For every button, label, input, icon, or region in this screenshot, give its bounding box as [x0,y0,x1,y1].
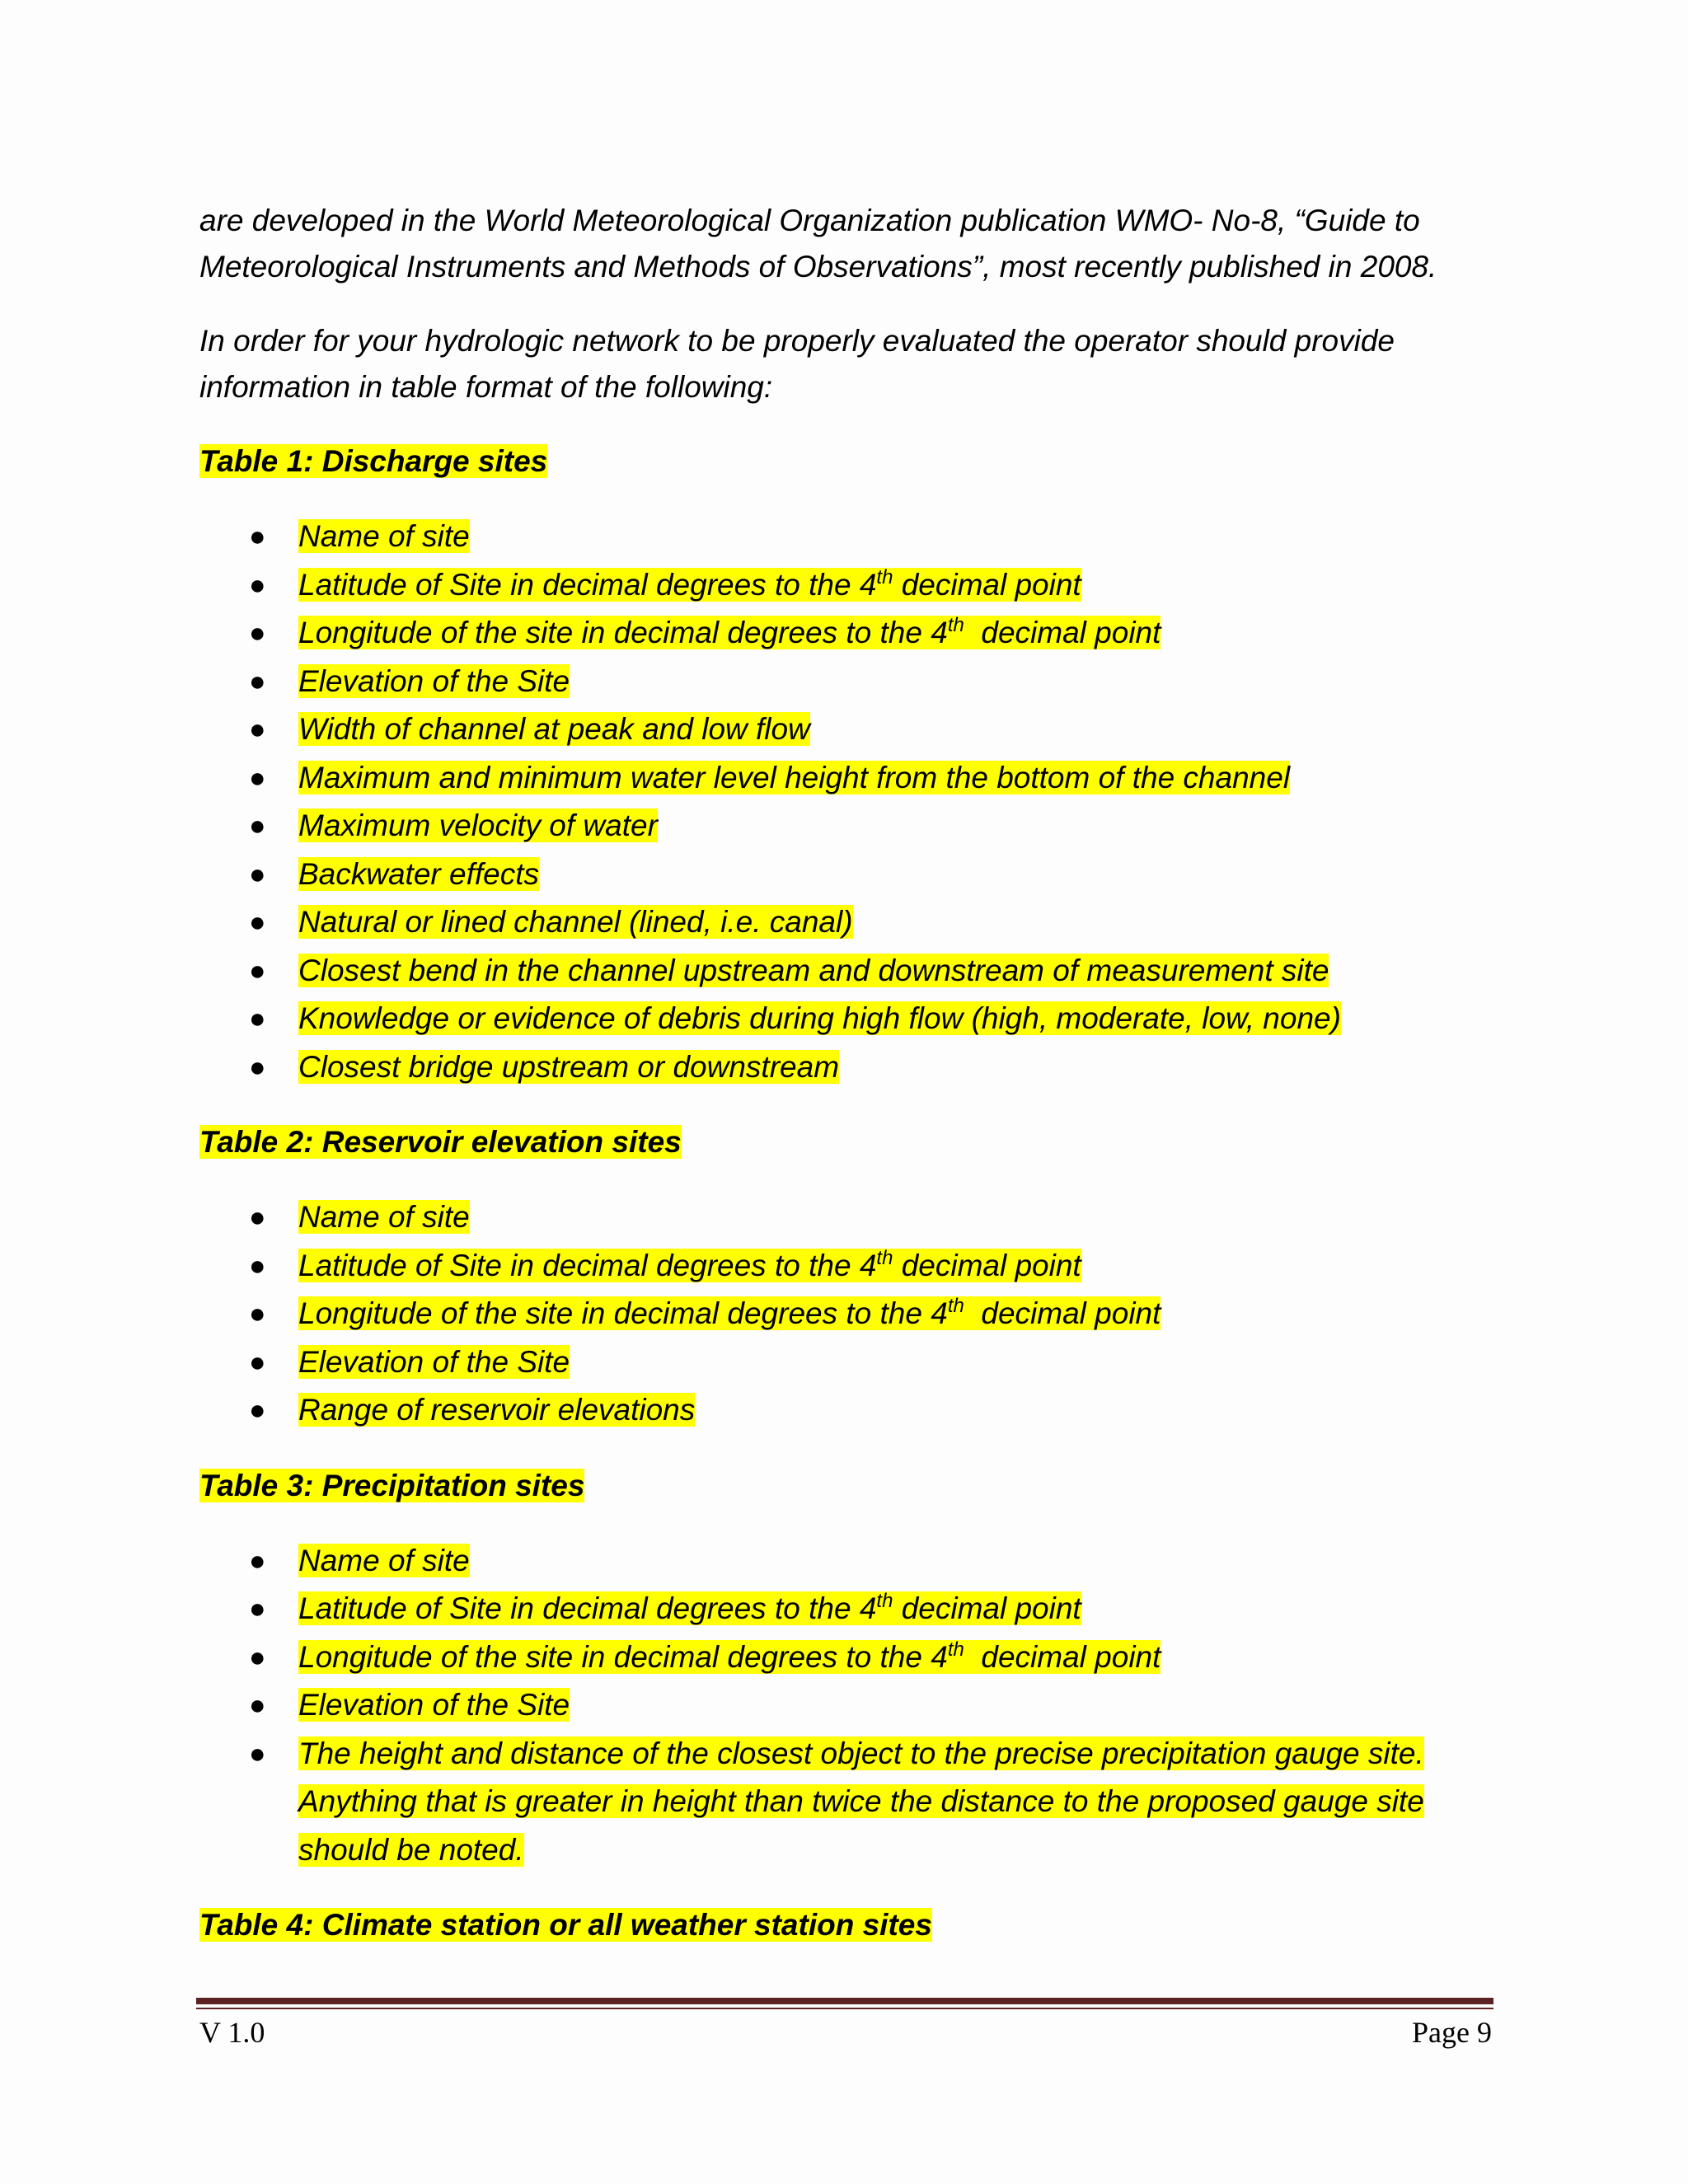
item-label: Name of site [298,519,470,553]
list-item-text [298,1345,570,1379]
bullet-icon [249,1386,266,1435]
list-item-text [298,1050,839,1084]
bullet-icon [249,1585,266,1633]
list-item-text [298,664,570,698]
instruction-paragraph [199,318,1493,410]
bullet-icon [249,658,266,706]
bullet-icon [249,802,266,851]
item-label: Elevation of the Site [298,1344,570,1379]
ordinal-suffix: th [876,1246,893,1269]
item-label: Longitude of the site in decimal degrees to the 4 [298,1639,948,1674]
bullet-icon [249,609,266,658]
bullet-icon [249,1338,266,1387]
ordinal-suffix: th [876,565,893,588]
list-item [199,1043,1493,1092]
list-item-text [298,1591,1081,1625]
item-label: Closest bridge upstream or downstream [298,1049,840,1084]
bullet-icon [249,898,266,947]
bullet-icon [249,995,266,1043]
list-item-text [298,857,539,891]
list-item [199,561,1493,610]
bullet-icon [249,1043,266,1092]
bullet-icon [249,1537,266,1586]
list-item [199,947,1493,996]
section-heading [199,438,1493,485]
list-item [199,1193,1493,1242]
item-label-suffix: decimal point [964,1296,1161,1330]
bullet-list [199,1537,1493,1875]
footer-divider-thin [196,2008,1493,2009]
list-item [199,705,1493,754]
list-item-text: The height and distance of the closest object to the precise precipitation gauge site. [298,1736,1424,1770]
bullet-icon [249,513,266,561]
bullet-icon [249,1730,266,1779]
item-label: Name of site [298,1543,470,1577]
list-item-text [298,1200,470,1234]
item-label-suffix: decimal point [964,616,1161,649]
bullet-icon [249,561,266,610]
list-item-text [298,905,853,939]
list-item [199,1338,1493,1387]
item-label: Closest bend in the channel upstream and downstream of measurement site [298,953,1329,987]
item-label: Name of site [298,1200,470,1234]
bullet-list [199,513,1493,1091]
ordinal-suffix: th [947,1295,964,1317]
instruction-line: information in table format of the following: [199,370,773,404]
table-sections [199,438,1493,1948]
list-item-text [298,616,1160,649]
list-item [199,1290,1493,1338]
item-label: Natural or lined channel (lined, i.e. canal) [298,905,853,939]
section-heading-text: Table 3: Precipitation sites [199,1468,585,1502]
item-label: Maximum velocity of water [298,808,658,842]
list-item [199,995,1493,1043]
item-label: Knowledge or evidence of debris during high flow (high, moderate, low, none) [298,1001,1341,1035]
item-label-suffix: decimal point [893,567,1081,602]
bullet-icon [249,851,266,899]
list-item-text [298,808,658,842]
list-item-text: Anything that is greater in height than twice the distance to the proposed gauge site [298,1784,1424,1818]
list-item [199,1730,1493,1875]
list-item [199,851,1493,899]
bullet-icon [249,1681,266,1730]
version-label: V 1.0 [199,2016,265,2049]
instruction-line: In order for your hydrologic network to be properly evaluated the operator should provide [199,324,1395,358]
section-heading-text: Table 1: Discharge sites [199,444,548,478]
section-heading-text: Table 4: Climate station or all weather station sites [199,1908,932,1942]
list-item [199,1633,1493,1682]
list-item-text [298,1246,1081,1282]
item-label: Range of reservoir elevations [298,1393,696,1427]
footer-divider [196,1998,1493,2004]
page-number: Page 9 [1412,2016,1492,2049]
ordinal-suffix: th [876,1590,893,1612]
item-label: Longitude of the site in decimal degrees to the 4 [298,616,948,649]
item-label-suffix: decimal point [893,1591,1081,1625]
bullet-icon [249,1290,266,1338]
bullet-list [199,1193,1493,1435]
bullet-icon [249,1633,266,1682]
bullet-icon [249,754,266,803]
list-item [199,1242,1493,1291]
bullet-icon [249,1193,266,1242]
bullet-icon [249,705,266,754]
item-label-suffix: decimal point [893,1248,1081,1282]
list-item-text [298,519,470,553]
item-label: Backwater effects [298,856,540,891]
list-item [199,513,1493,561]
section-heading-text: Table 2: Reservoir elevation sites [199,1125,682,1159]
bullet-icon [249,947,266,996]
list-item [199,898,1493,947]
list-item-text [298,1544,470,1577]
list-item [199,754,1493,803]
list-item-text [298,1688,570,1722]
item-label: Maximum and minimum water level height from the bottom of the channel [298,760,1291,794]
item-label-suffix: decimal point [964,1639,1161,1674]
intro-paragraph [199,198,1493,290]
list-item [199,1585,1493,1633]
list-item [199,658,1493,706]
item-label: Elevation of the Site [298,663,570,698]
item-label: Longitude of the site in decimal degrees to the 4 [298,1296,948,1330]
list-item [199,609,1493,658]
item-label: Latitude of Site in decimal degrees to the 4 [298,1248,877,1282]
list-item-text [298,1640,1160,1674]
list-item-text [298,1296,1160,1330]
intro-line: are developed in the World Meteorological Organization publication WMO- No-8, “Guide to [199,204,1420,237]
page-content [199,198,1493,1976]
list-item [199,1386,1493,1435]
list-item [199,1537,1493,1586]
list-item-text [298,1001,1341,1035]
item-label: Width of channel at peak and low flow [298,712,810,746]
item-label: Latitude of Site in decimal degrees to the 4 [298,567,877,602]
section-heading [199,1119,1493,1165]
list-item [199,1681,1493,1730]
item-label: Elevation of the Site [298,1688,570,1722]
list-item-text [298,954,1329,987]
list-item-text [298,712,810,746]
bullet-icon [249,1242,266,1291]
section-heading [199,1463,1493,1509]
section-heading [199,1902,1493,1948]
list-item-text [298,565,1081,602]
list-item-text [298,761,1290,794]
intro-line: Meteorological Instruments and Methods of Observations”, most recently published in 2008. [199,250,1437,284]
list-item-text: should be noted. [298,1832,524,1867]
ordinal-suffix: th [947,1638,964,1661]
list-item-text [298,1393,695,1427]
ordinal-suffix: th [947,614,964,636]
list-item [199,802,1493,851]
item-label: Latitude of Site in decimal degrees to the 4 [298,1591,877,1625]
